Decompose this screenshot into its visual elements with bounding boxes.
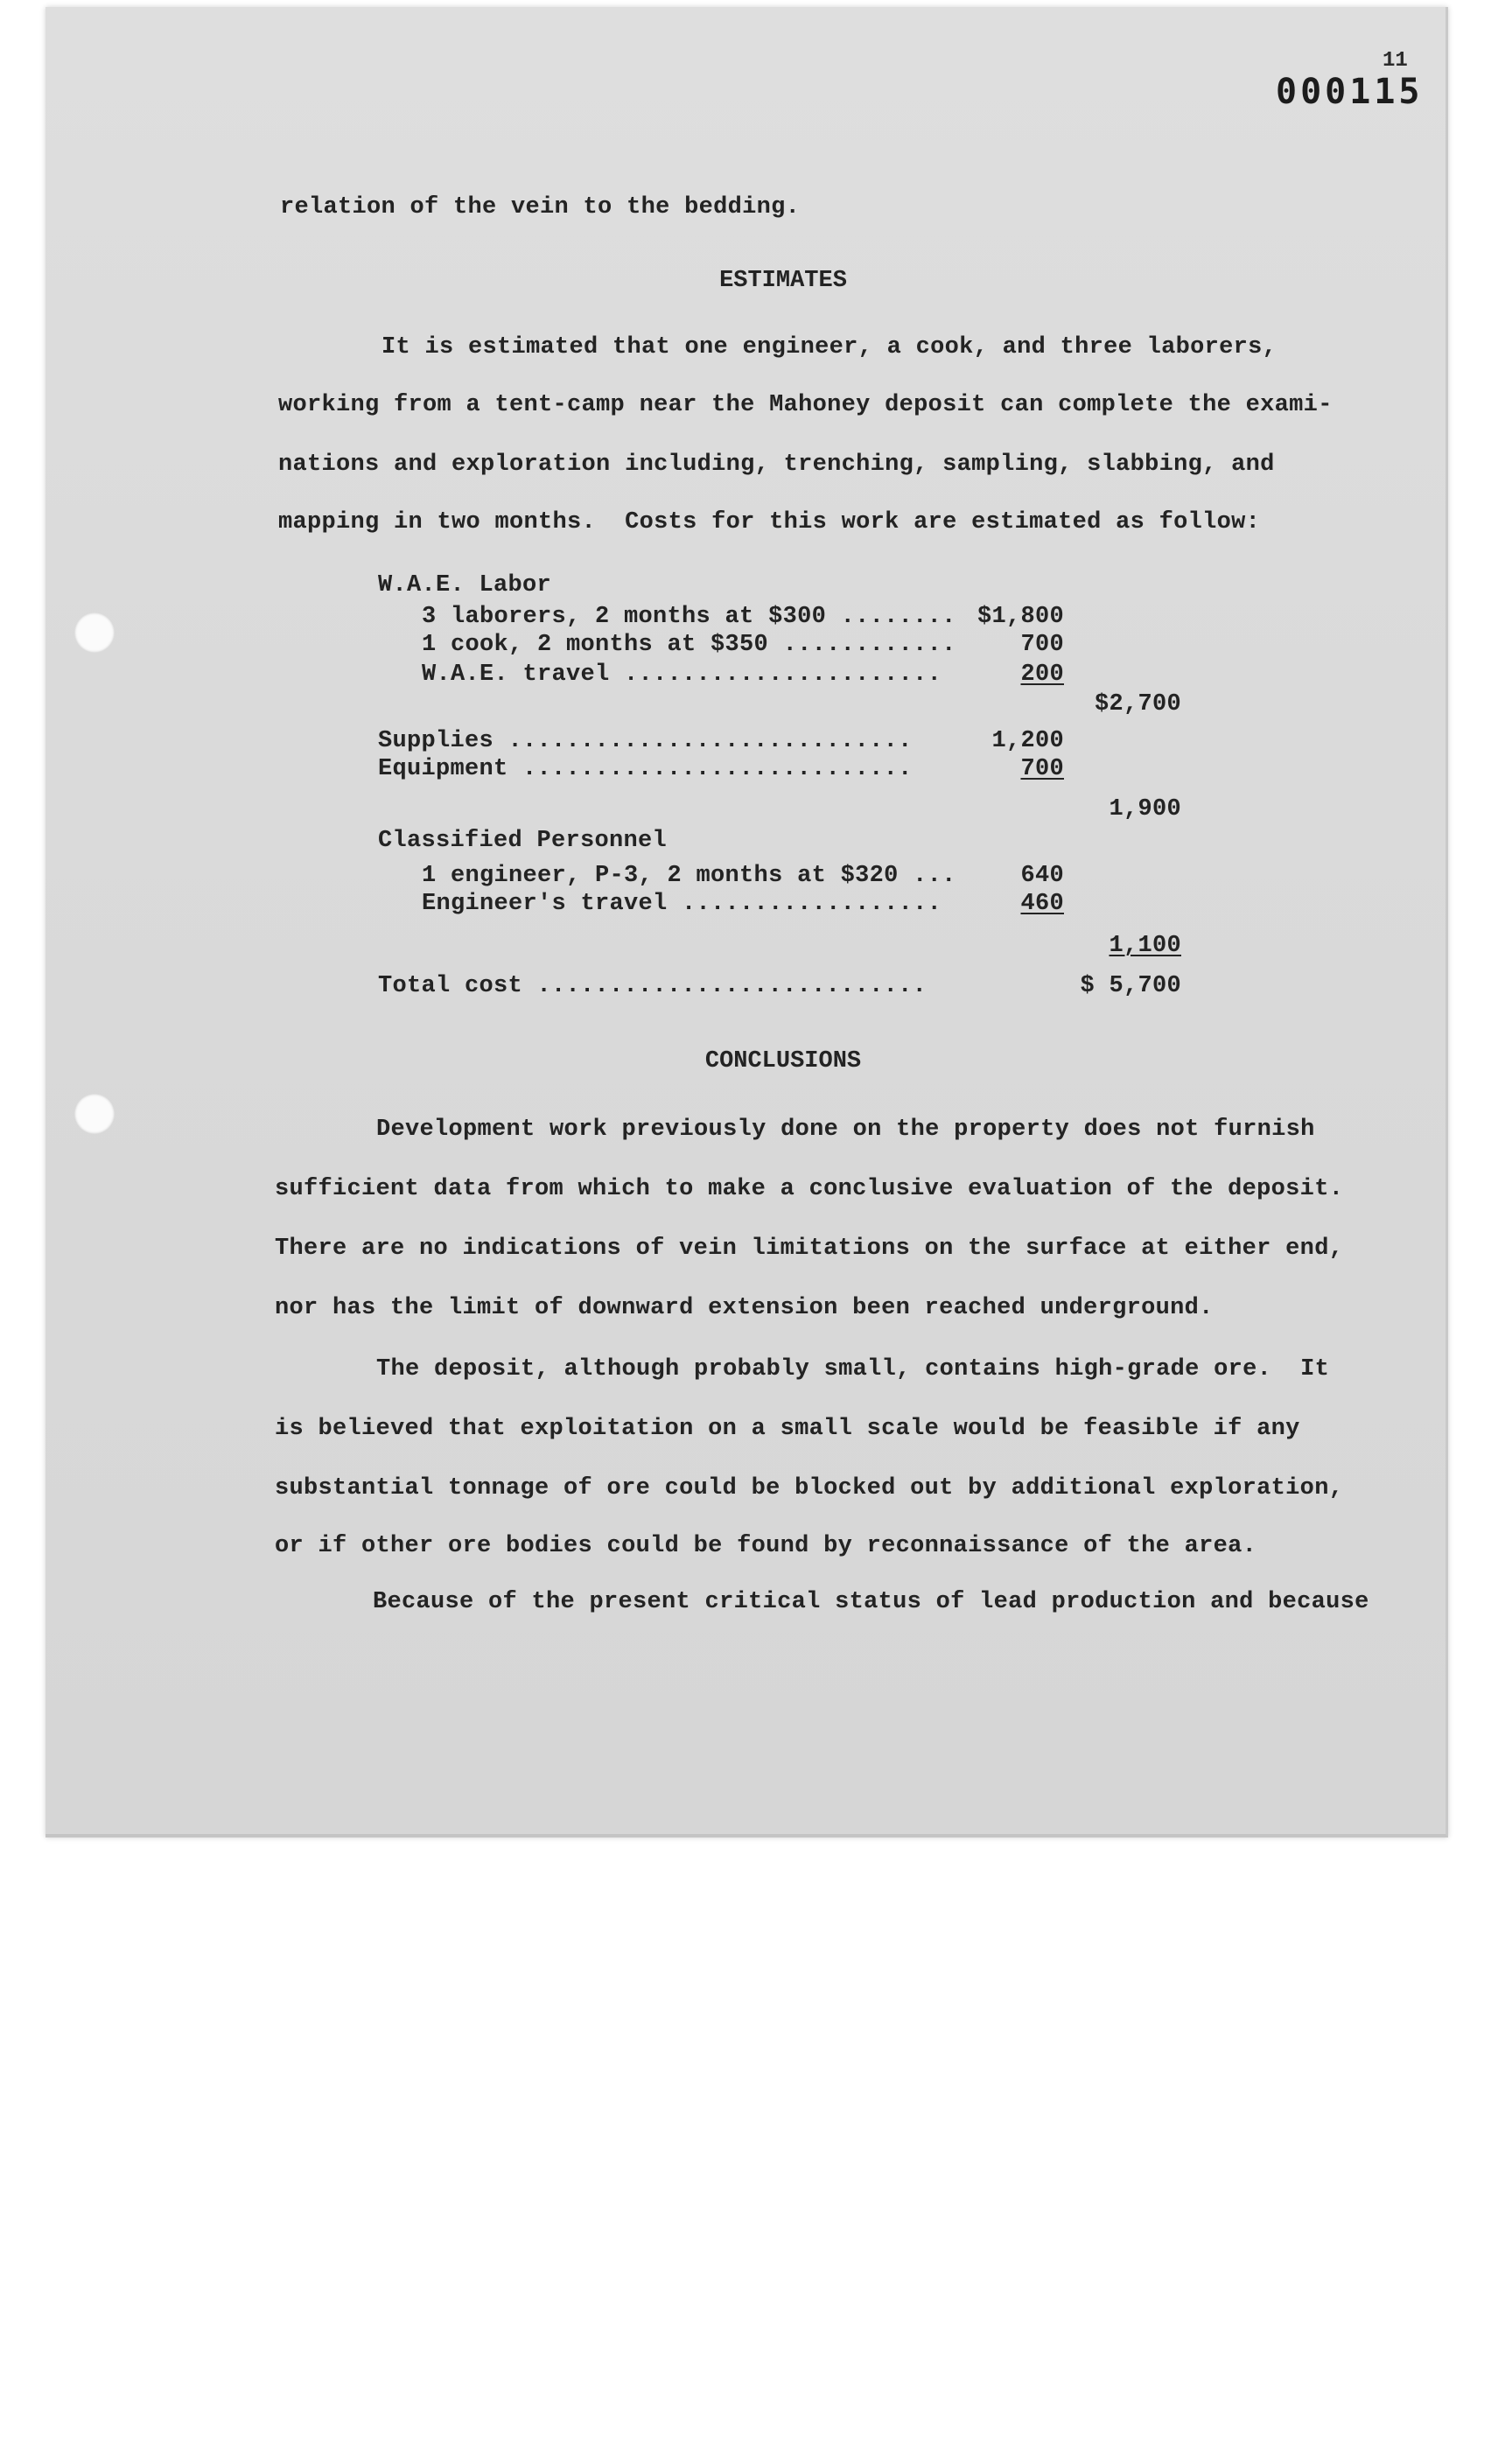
opening-line: relation of the vein to the bedding. <box>280 194 801 220</box>
conclusions-heading: CONCLUSIONS <box>704 1048 862 1074</box>
paragraph-line: sufficient data from which to make a conclusive evaluation of the deposit. <box>275 1176 1344 1202</box>
equipment-line: Equipment ........................... <box>378 756 913 782</box>
paragraph-line: Development work previously done on the property does not furnish <box>376 1116 1315 1143</box>
wae-travel-line: W.A.E. travel ...................... <box>422 662 942 688</box>
wae-labor-subtotal: $2,700 <box>1094 691 1181 718</box>
punch-hole <box>74 612 115 653</box>
punch-hole <box>74 1094 115 1134</box>
supplies-cost: 1,200 <box>991 728 1064 754</box>
engineer-cost: 640 <box>1020 863 1064 889</box>
paragraph-line: substantial tonnage of ore could be blocked out by additional exploration, <box>275 1475 1344 1502</box>
supplies-line: Supplies ............................ <box>378 728 913 754</box>
supplies-subtotal: 1,900 <box>1109 796 1181 822</box>
document-stamp-number: 000115 <box>1276 72 1424 112</box>
engineer-line: 1 engineer, P-3, 2 months at $320 ... <box>422 863 956 889</box>
paragraph-line: It is estimated that one engineer, a cook, and three laborers, <box>382 334 1278 360</box>
wae-travel-cost: 200 <box>1020 662 1064 688</box>
classified-personnel-subtotal: 1,100 <box>1109 933 1181 959</box>
paragraph-line: or if other ore bodies could be found by reconnaissance of the area. <box>275 1533 1257 1559</box>
paragraph-line: The deposit, although probably small, contains high-grade ore. It <box>376 1356 1330 1382</box>
wae-labor-label: W.A.E. Labor <box>378 572 552 598</box>
estimates-heading: ESTIMATES <box>719 268 847 294</box>
laborers-cost: $1,800 <box>976 604 1064 630</box>
laborers-line: 3 laborers, 2 months at $300 ........ <box>422 604 956 630</box>
paragraph-line: mapping in two months. Costs for this work are estimated as follow: <box>278 509 1261 536</box>
paragraph-line: working from a tent-camp near the Mahoney deposit can complete the exami- <box>278 392 1333 418</box>
cook-cost: 700 <box>1020 632 1064 658</box>
page-number: 11 <box>1382 49 1408 73</box>
paragraph-line: There are no indications of vein limitations on the surface at either end, <box>275 1236 1344 1262</box>
paragraph-line: nations and exploration including, trenching, sampling, slabbing, and <box>278 452 1275 478</box>
paragraph-line: is believed that exploitation on a small scale would be feasible if any <box>275 1416 1300 1442</box>
engineer-travel-line: Engineer's travel .................. <box>422 891 942 917</box>
engineer-travel-cost: 460 <box>1020 891 1064 917</box>
total-cost-line: Total cost ........................... <box>378 973 928 999</box>
cook-line: 1 cook, 2 months at $350 ............ <box>422 632 956 658</box>
classified-personnel-label: Classified Personnel <box>378 828 668 854</box>
paragraph-line: Because of the present critical status of lead production and because <box>373 1589 1369 1615</box>
equipment-cost: 700 <box>1020 756 1064 782</box>
paragraph-line: nor has the limit of downward extension been reached underground. <box>275 1295 1214 1321</box>
total-cost-value: $ 5,700 <box>1080 973 1181 999</box>
